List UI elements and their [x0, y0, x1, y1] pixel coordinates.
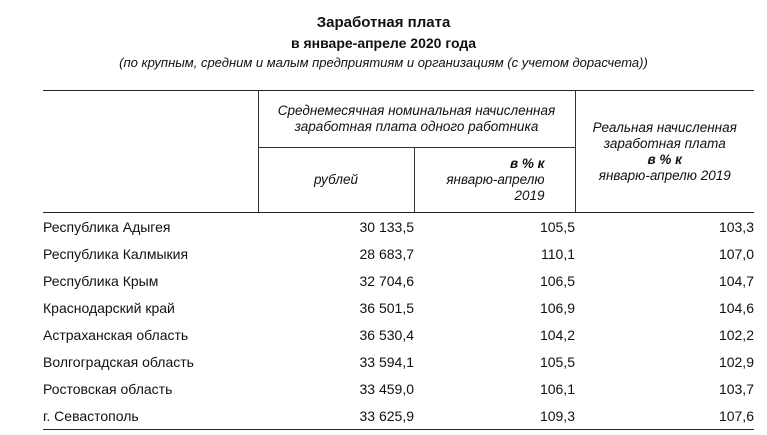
table-row — [43, 294, 754, 321]
table-row — [43, 348, 754, 375]
table-body — [43, 213, 754, 430]
pct-cell: 109,3 — [539, 407, 575, 424]
real-header-rest: январю-апрелю 2019 — [598, 167, 731, 183]
real-header-prefix: Реальная начисленная заработная плата — [592, 119, 737, 151]
pct-header — [414, 148, 575, 213]
pct-cell: 105,5 — [539, 353, 575, 370]
real-cell: 107,0 — [718, 245, 754, 262]
rub-cell: 28 683,7 — [359, 245, 414, 262]
real-cell: 102,9 — [718, 353, 754, 370]
rub-cell: 33 459,0 — [359, 380, 414, 397]
region-cell: Республика Крым — [43, 272, 159, 289]
table-row — [43, 213, 754, 241]
region-header — [43, 91, 258, 213]
pct-cell: 110,1 — [541, 245, 575, 262]
region-cell: Астраханская область — [43, 326, 189, 343]
region-cell: г. Севастополь — [43, 407, 139, 424]
rub-cell: 36 530,4 — [359, 326, 414, 343]
real-cell: 104,6 — [718, 299, 754, 316]
table-row — [43, 240, 754, 267]
table-row — [43, 402, 754, 430]
rub-cell: 30 133,5 — [359, 218, 414, 235]
page-title: Заработная плата — [316, 14, 451, 31]
table-row — [43, 375, 754, 402]
pct-cell: 105,5 — [539, 218, 575, 235]
region-cell: Волгоградская область — [43, 353, 194, 370]
table-row — [43, 321, 754, 348]
page-subtitle: в январе-апреле 2020 года — [290, 35, 476, 51]
real-header — [575, 91, 754, 213]
rub-cell: 33 625,9 — [359, 407, 414, 424]
real-cell: 103,7 — [718, 380, 754, 397]
table-row — [43, 267, 754, 294]
pct-header-prefix: в % к — [509, 156, 545, 171]
salary-table — [43, 90, 754, 430]
rub-cell: 36 501,5 — [359, 299, 414, 316]
pct-cell: 104,2 — [539, 326, 575, 343]
real-cell: 104,7 — [718, 272, 754, 289]
rub-cell: 32 704,6 — [359, 272, 414, 289]
page-note: (по крупным, средним и малым предприятиям и организациям (с учетом дорасчета)) — [119, 55, 648, 70]
rub-header: рублей — [258, 148, 414, 213]
real-header-bold: в % к — [647, 151, 682, 167]
real-cell: 102,2 — [718, 326, 754, 343]
real-cell: 103,3 — [718, 218, 754, 235]
region-cell: Краснодарский край — [43, 299, 175, 316]
region-cell: Республика Адыгея — [43, 218, 171, 235]
rub-cell: 33 594,1 — [359, 353, 414, 370]
region-cell: Республика Калмыкия — [43, 245, 189, 262]
pct-header-rest: январю-апрелю 2019 — [446, 172, 545, 203]
region-cell: Ростовская область — [43, 380, 173, 397]
pct-cell: 106,1 — [539, 380, 575, 397]
real-cell: 107,6 — [718, 407, 754, 424]
group-header: Среднемесячная номинальная начисленная заработная плата одного работника — [258, 91, 575, 148]
pct-cell: 106,5 — [539, 272, 575, 289]
pct-cell: 106,9 — [539, 299, 575, 316]
